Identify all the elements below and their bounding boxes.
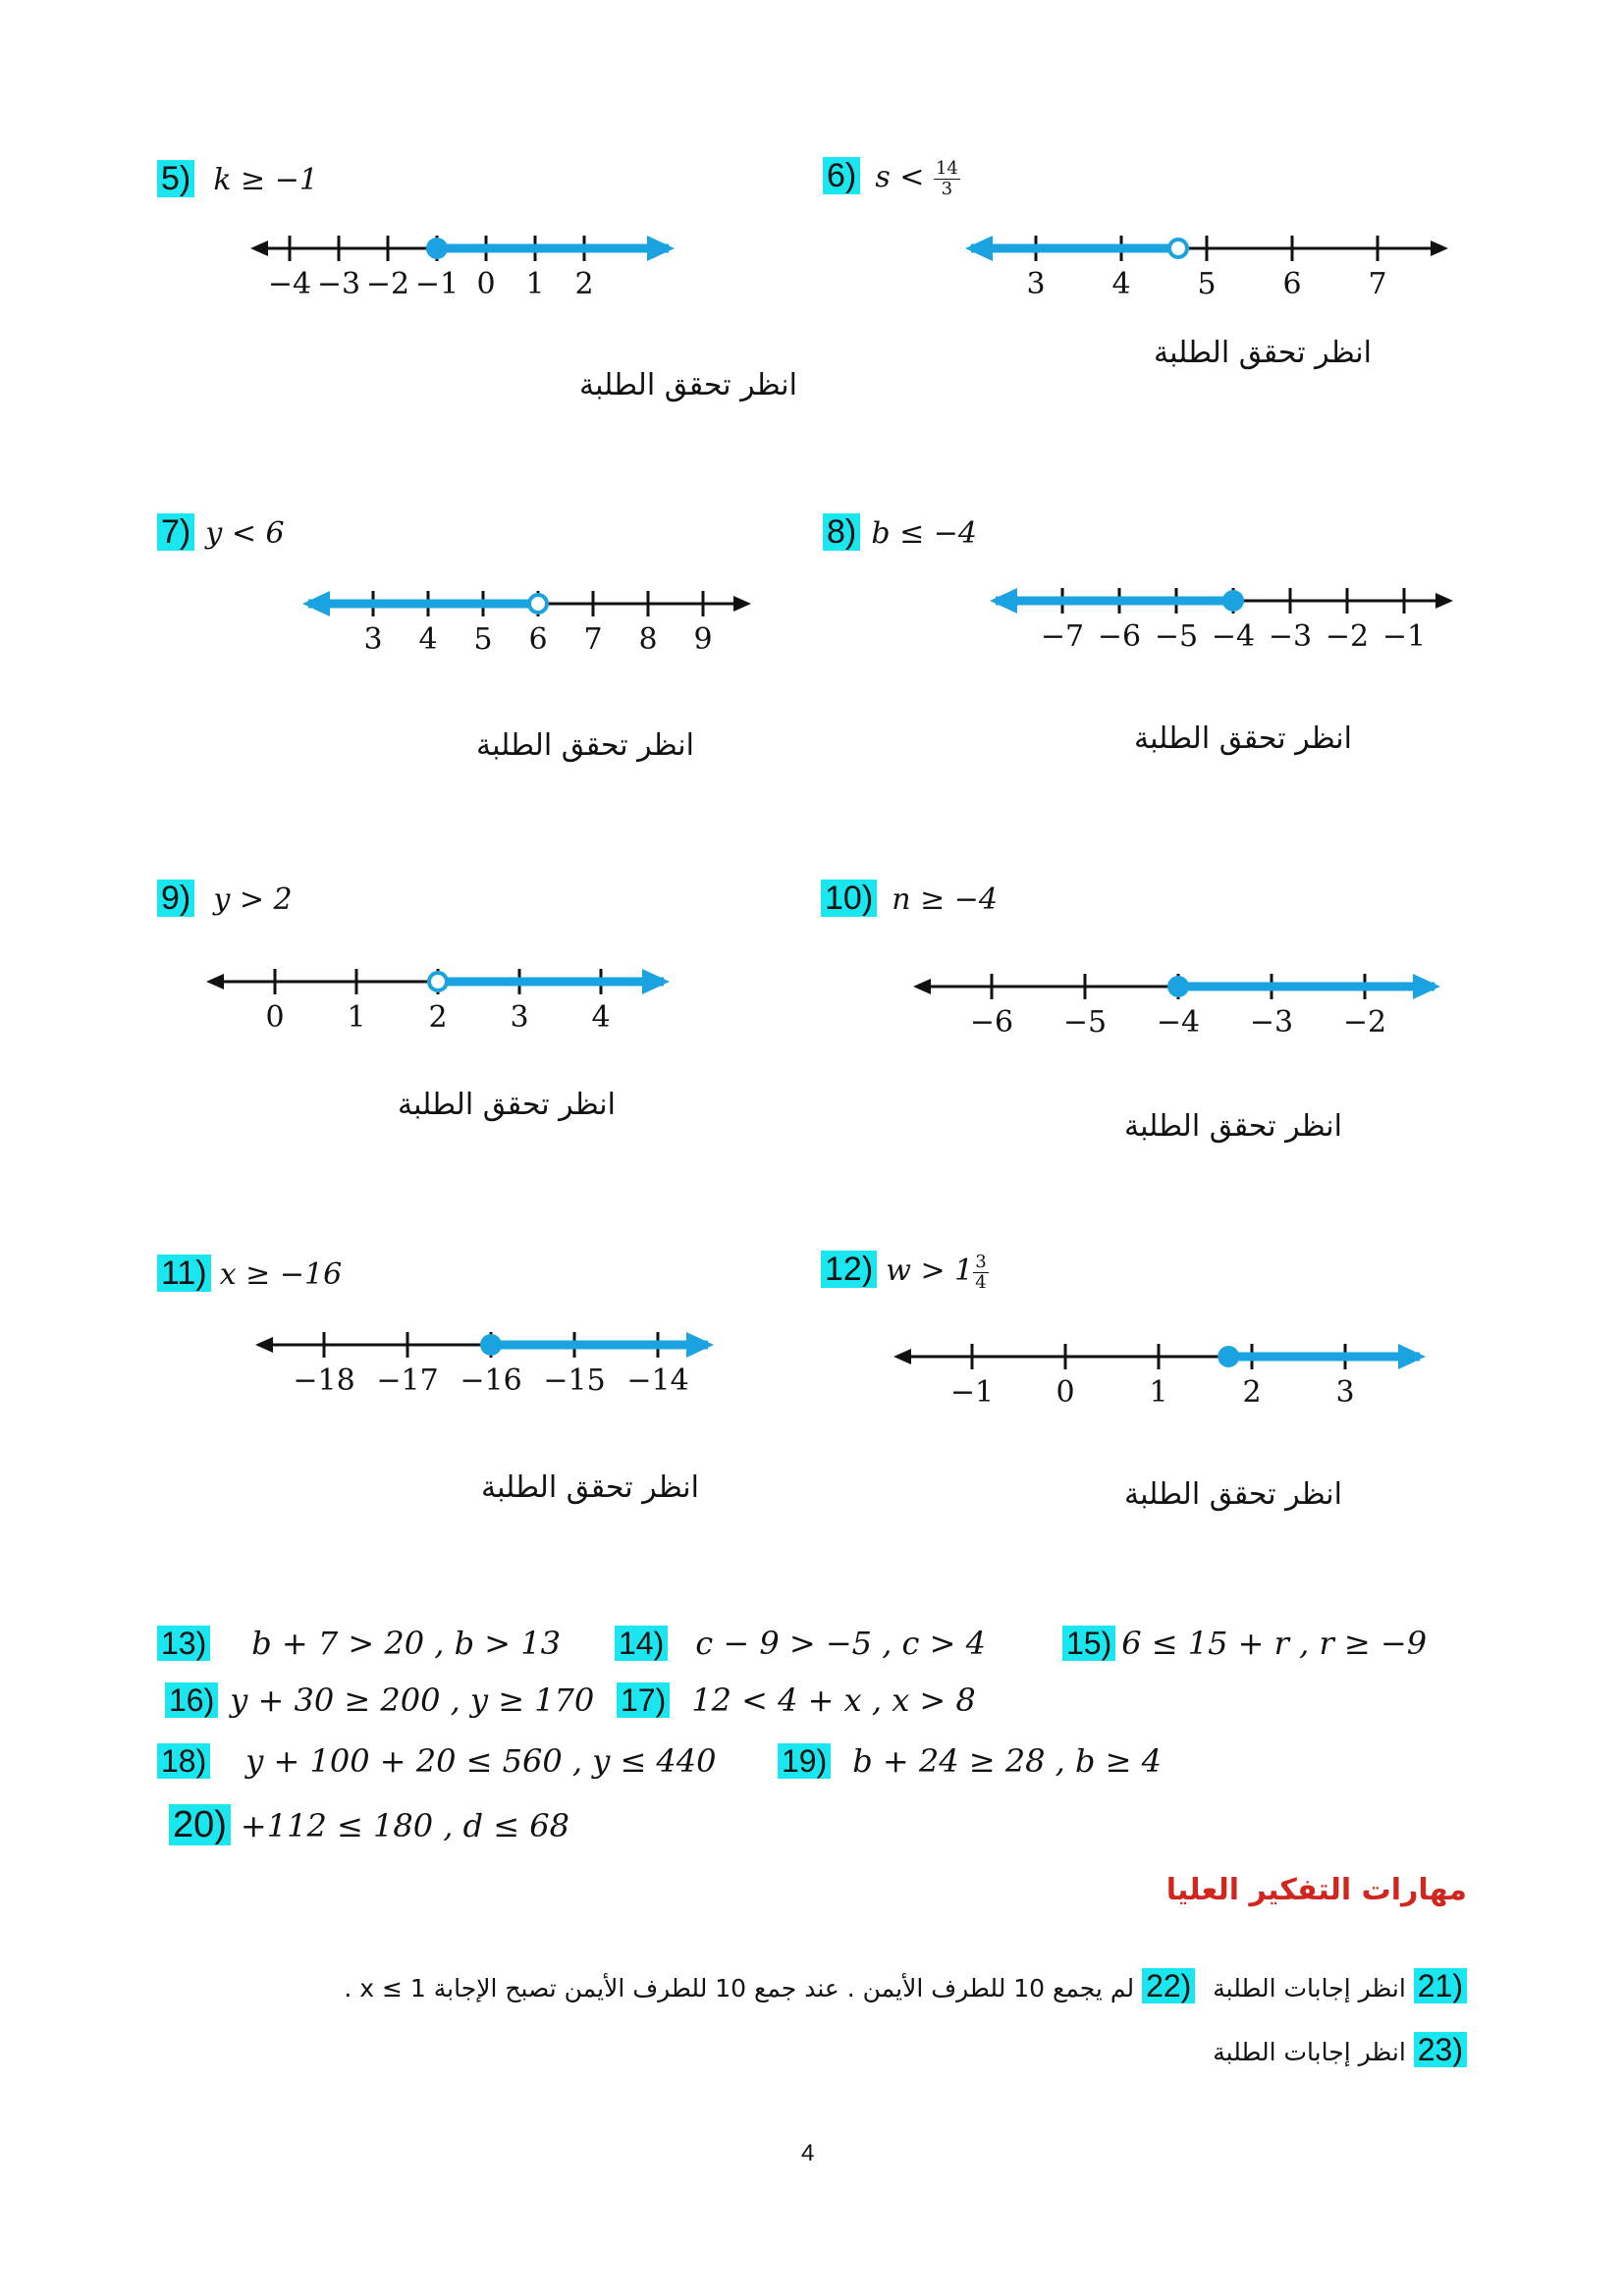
answer-23-line [1213,2032,1467,2068]
tick-label: −2 [1342,1005,1387,1040]
tick-label: −5 [1062,1005,1108,1040]
fraction [973,1253,988,1293]
problem-9 [157,880,293,918]
fraction-numerator: 14 [935,157,958,179]
axis-arrow-right [1431,240,1448,256]
tick-label: −7 [1040,619,1085,654]
tick-label: −6 [969,1005,1014,1040]
answer-text: 6 ≤ 15 + r , r ≥ −9 [1121,1625,1428,1662]
tick-label: 4 [591,1000,611,1035]
number-line-12 [893,1327,1424,1410]
tick-label: −3 [1249,1005,1294,1040]
tick-label: −4 [267,267,312,301]
tick-label: 2 [574,267,594,301]
tick-label: 3 [363,622,383,657]
problem-number-21: 21) [1414,1968,1467,2003]
closed-endpoint [1222,590,1244,612]
solution-arrow [647,236,675,261]
solution-arrow [302,591,330,616]
problem-number: 19) [778,1743,831,1779]
inequality: b ≤ −4 [871,516,977,551]
closed-endpoint [480,1334,502,1356]
answer-text: y + 100 + 20 ≤ 560 , y ≤ 440 [245,1742,717,1780]
problem-number: 6) [823,157,860,194]
tick-label: 5 [473,622,493,657]
tick-label: −15 [543,1363,606,1398]
number-line-svg [967,219,1448,301]
open-endpoint [529,595,547,613]
number-line-svg [255,1315,712,1398]
inequality [886,1251,988,1293]
answer-text: 12 < 4 + x , x > 8 [691,1682,976,1719]
problem-5 [157,160,318,198]
solution-arrow [686,1332,714,1358]
problem-number: 18) [157,1743,210,1779]
closed-endpoint [1167,976,1189,997]
tick-label: 4 [418,622,438,657]
answer-19 [778,1742,1162,1780]
tick-label: −1 [949,1375,995,1410]
tick-label: −16 [460,1363,522,1398]
axis-arrow-right [733,596,751,612]
number-line-11 [255,1315,712,1398]
axis-arrow-left [206,974,224,989]
inequality: k ≥ −1 [213,163,318,197]
solution-arrow [990,588,1017,614]
problem-number: 11) [157,1255,211,1292]
answer-text: c − 9 > −5 , c > 4 [695,1625,986,1662]
tick-label: 1 [1149,1375,1168,1410]
inequality: y > 2 [213,882,293,917]
tick-label: 7 [1368,267,1387,301]
inequality: y < 6 [205,516,285,551]
inequality: n ≥ −4 [892,882,998,917]
problem-number: 17) [617,1682,670,1718]
problem-number-22: 22) [1142,1968,1195,2003]
problem-6 [823,157,960,199]
answer-text: y + 30 ≥ 200 , y ≥ 170 [230,1682,595,1719]
inequality-prefix: s < [875,160,925,194]
problem-number: 5) [157,160,194,197]
tick-label: 2 [428,1000,448,1035]
problem-8 [823,513,977,552]
problem-number: 9) [157,880,194,917]
solution-arrow [642,969,670,994]
closed-endpoint [426,238,448,259]
axis-arrow-left [250,240,268,256]
tick-label: −2 [1325,619,1370,654]
problem-number: 8) [823,513,860,551]
section-heading: مهارات التفكير العليا [1165,1873,1467,1907]
answer-17 [617,1682,976,1719]
number-line-6 [967,219,1448,301]
problem-number: 10) [821,880,877,917]
inequality: x ≥ −16 [219,1257,343,1292]
tick-label: 2 [1242,1375,1262,1410]
tick-label: 1 [525,267,545,301]
tick-label: −2 [365,267,410,301]
fraction-denominator: 3 [941,178,953,199]
problem-number: 20) [169,1804,231,1845]
answer-text: b + 24 ≥ 28 , b ≥ 4 [852,1742,1162,1780]
problem-12 [821,1251,989,1293]
problem-number-23: 23) [1414,2032,1467,2067]
number-line-svg [992,571,1453,654]
tick-label: −3 [316,267,361,301]
number-line-svg [250,219,673,301]
answer-18 [157,1742,717,1780]
answer-23-text: انظر إجابات الطلبة [1213,2038,1406,2066]
problem-number: 7) [157,513,194,551]
problem-number: 16) [165,1682,218,1718]
tick-label: 0 [476,267,496,301]
solution-arrow [1398,1344,1426,1369]
answer-text: b + 7 > 20 , b > 13 [251,1625,561,1662]
answer-16 [165,1682,594,1719]
number-line-8 [992,571,1453,654]
tick-label: 0 [1056,1375,1075,1410]
see-students-check-6: انظر تحقق الطلبة [1154,336,1372,370]
see-students-check-5: انظر تحقق الطلبة [579,368,797,402]
tick-label: −17 [376,1363,439,1398]
answer-22-text: لم يجمع 10 للطرف الأيمن . عند جمع 10 للطرف الأيمن تصبح الإجابة 1 ≥ x . [344,1974,1135,2002]
answer-13 [157,1625,561,1662]
tick-label: 3 [510,1000,529,1035]
axis-arrow-left [893,1349,911,1364]
tick-label: 5 [1197,267,1217,301]
number-line-7 [304,574,751,657]
answer-20 [169,1804,569,1846]
tick-label: 1 [347,1000,366,1035]
fraction-numerator: 3 [975,1251,987,1272]
problem-number: 14) [615,1626,668,1661]
tick-label: −6 [1097,619,1142,654]
answer-21-text: انظر إجابات الطلبة [1213,1974,1406,2002]
number-line-10 [913,957,1438,1040]
see-students-check-12: انظر تحقق الطلبة [1124,1477,1342,1512]
number-line-svg [913,957,1438,1040]
number-line-svg [206,952,668,1035]
number-line-svg [893,1327,1424,1410]
number-line-svg [304,574,751,657]
number-line-5 [250,219,673,301]
axis-arrow-left [255,1337,273,1353]
tick-label: 3 [1026,267,1046,301]
number-line-9 [206,952,668,1035]
tick-label: −3 [1268,619,1313,654]
open-endpoint [1169,240,1187,257]
page-number: 4 [801,2140,815,2166]
tick-label: 3 [1335,1375,1355,1410]
see-students-check-10: انظر تحقق الطلبة [1124,1109,1342,1144]
tick-label: −4 [1156,1005,1201,1040]
see-students-check-7: انظر تحقق الطلبة [476,728,694,763]
problem-10 [821,880,998,918]
inequality [875,157,960,199]
fraction-denominator: 4 [975,1271,987,1293]
closed-endpoint [1218,1346,1239,1367]
answer-15 [1062,1625,1427,1662]
answer-21-22-line [344,1968,1467,2004]
tick-label: −14 [626,1363,689,1398]
tick-label: 0 [265,1000,285,1035]
fraction [934,159,960,199]
problem-number: 15) [1062,1626,1115,1661]
problem-7 [157,513,285,552]
tick-label: −1 [1381,619,1427,654]
tick-label: 8 [638,622,658,657]
inequality-prefix: w > 1 [886,1254,974,1288]
solution-arrow [1413,974,1440,999]
axis-arrow-left [913,979,931,994]
tick-label: 9 [693,622,713,657]
tick-label: 6 [1282,267,1302,301]
problem-number: 13) [157,1626,210,1661]
axis-arrow-right [1435,593,1453,609]
tick-label: −18 [293,1363,355,1398]
tick-label: −5 [1154,619,1199,654]
answer-14 [615,1625,986,1662]
open-endpoint [429,973,447,990]
problem-number: 12) [821,1251,877,1288]
tick-label: −4 [1211,619,1256,654]
tick-label: 6 [528,622,548,657]
see-students-check-11: انظر تحقق الطلبة [481,1470,699,1505]
see-students-check-9: انظر تحقق الطلبة [398,1088,616,1122]
tick-label: 4 [1111,267,1131,301]
answer-text: +112 ≤ 180 , d ≤ 68 [240,1807,569,1844]
tick-label: 7 [583,622,603,657]
tick-label: −1 [414,267,460,301]
see-students-check-8: انظر تحقق الطلبة [1134,721,1352,756]
problem-11 [157,1255,342,1293]
solution-arrow [965,236,993,261]
